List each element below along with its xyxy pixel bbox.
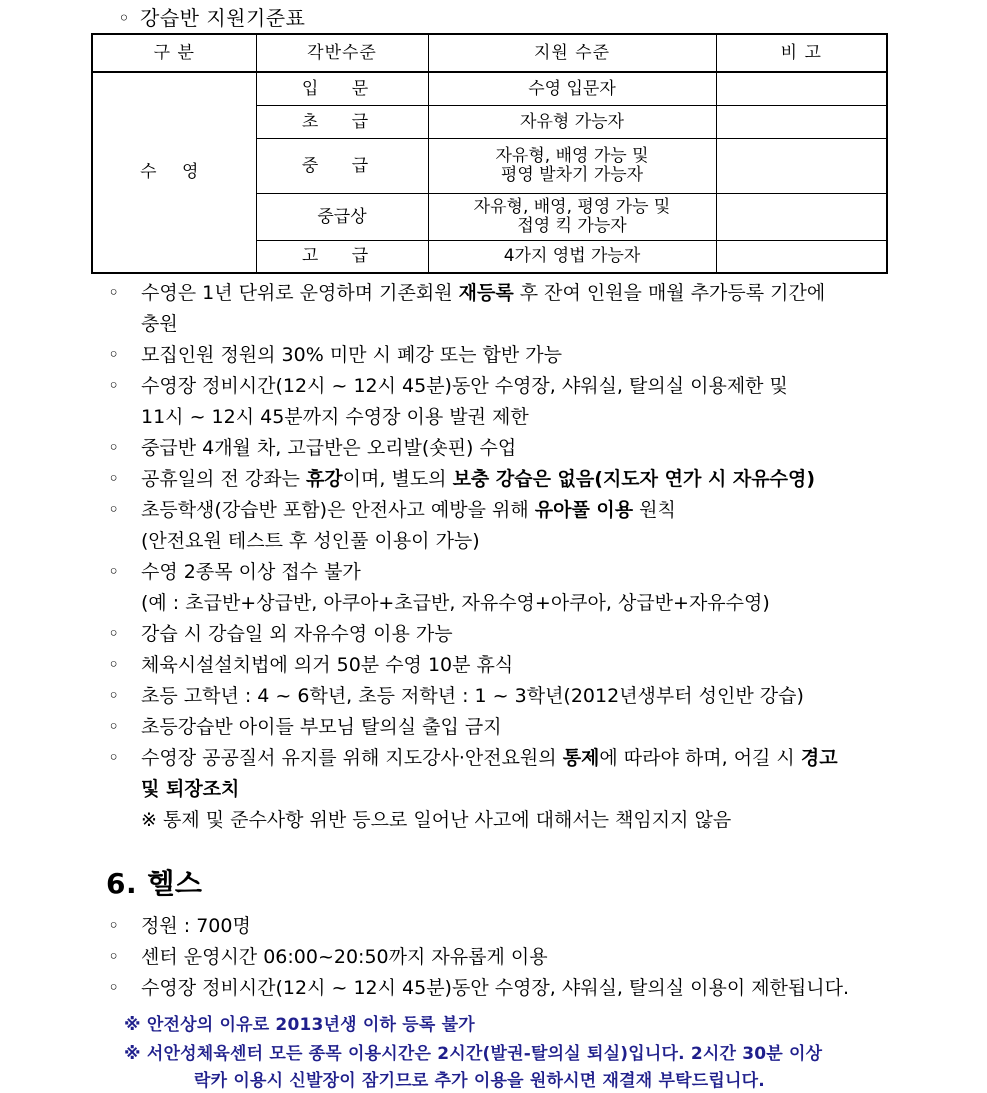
note-item: ◦ 정원 : 700명 xyxy=(108,911,908,942)
remark-cell xyxy=(716,72,887,106)
remark-cell xyxy=(716,139,887,194)
note-item: ◦ 초등학생(강습반 포함)은 안전사고 예방을 위해 유아풀 이용 원칙 (안전요원 테스트 후 성인풀 이용이 가능) xyxy=(108,495,908,557)
support-cell xyxy=(428,139,716,194)
bullet: ◦ xyxy=(108,946,120,968)
section-heading xyxy=(118,2,305,31)
level-cell: 중급상 xyxy=(256,194,428,241)
bullet: ◦ xyxy=(108,623,120,645)
bullet: ◦ xyxy=(108,344,120,366)
header-level: 각반수준 xyxy=(256,34,428,72)
support-cell: 자유형 가능자 xyxy=(428,106,716,139)
bullet: ◦ xyxy=(108,915,120,937)
level-cell: 중 급 xyxy=(256,139,428,194)
level-cell: 초 급 xyxy=(256,106,428,139)
support-standard-table xyxy=(91,33,888,274)
support-line: 자유형, 배영, 평영 가능 및 xyxy=(473,197,671,217)
support-cell xyxy=(428,194,716,241)
note-item: ◦ 초등강습반 아이들 부모님 탈의실 출입 금지 xyxy=(108,712,908,743)
support-line: 평영 발차기 가능자 xyxy=(500,165,644,185)
note-item: ◦ 수영장 정비시간(12시 ~ 12시 45분)동안 수영장, 샤워실, 탈의실 이용제한 및 11시 ~ 12시 45분까지 수영장 이용 발권 제한 xyxy=(108,371,908,433)
bullet: ◦ xyxy=(108,375,120,397)
support-cell: 4가지 영법 가능자 xyxy=(428,241,716,274)
note-item: ◦ 중급반 4개월 차, 고급반은 오리발(숏핀) 수업 xyxy=(108,433,908,464)
note-item: ◦ 초등 고학년 : 4 ~ 6학년, 초등 저학년 : 1 ~ 3학년(2012년생부터 성인반 강습) xyxy=(108,681,908,712)
header-category: 구 분 xyxy=(92,34,256,72)
notice-locker: 락카 이용시 신발장이 잠기므로 추가 이용을 원하시면 재결재 부탁드립니다. xyxy=(194,1071,765,1091)
health-notes-list xyxy=(108,911,908,1004)
bullet: ◦ xyxy=(108,716,120,738)
remark-cell xyxy=(716,194,887,241)
section-title: 강습반 지원기준표 xyxy=(140,6,306,30)
note-item: ◦ 체육시설설치법에 의거 50분 수영 10분 휴식 xyxy=(108,650,908,681)
note-item: ◦ 공휴일의 전 강좌는 휴강이며, 별도의 보충 강습은 없음(지도자 연가 시 자유수영) xyxy=(108,464,908,495)
swim-notes-list xyxy=(108,278,908,836)
table-row xyxy=(92,72,887,106)
bullet: ◦ xyxy=(108,499,120,521)
notice-usage-time: ※ 서안성체육센터 모든 종목 이용시간은 2시간(발권-탈의실 퇴실)입니다. 2시간 30분 이상 xyxy=(124,1044,823,1064)
bullet: ◦ xyxy=(118,6,131,30)
bullet: ◦ xyxy=(108,685,120,707)
bullet: ◦ xyxy=(108,437,120,459)
bullet: ◦ xyxy=(108,977,120,999)
support-line: 자유형, 배영 가능 및 xyxy=(495,146,649,166)
bullet: ◦ xyxy=(108,282,120,304)
note-item: ◦ 수영장 정비시간(12시 ~ 12시 45분)동안 수영장, 샤워실, 탈의실 이용이 제한됩니다. xyxy=(108,973,908,1004)
note-item: ◦ 수영장 공공질서 유지를 위해 지도강사·안전요원의 통제에 따라야 하며, 어길 시 경고 및 퇴장조치 ※ 통제 및 준수사항 위반 등으로 일어난 사고에 대해서는 책임지지 않음 xyxy=(108,743,908,836)
category-cell: 수 영 xyxy=(92,72,256,273)
bullet: ◦ xyxy=(108,561,120,583)
remark-cell xyxy=(716,106,887,139)
bullet: ◦ xyxy=(108,654,120,676)
remark-cell xyxy=(716,241,887,274)
bullet: ◦ xyxy=(108,747,120,769)
bullet: ◦ xyxy=(108,468,120,490)
disclaimer: ※ 통제 및 준수사항 위반 등으로 일어난 사고에 대해서는 책임지지 않음 xyxy=(141,809,732,831)
health-heading: 6. 헬스 xyxy=(106,867,203,900)
header-remark: 비 고 xyxy=(716,34,887,72)
support-line: 접영 킥 가능자 xyxy=(517,216,627,236)
note-item: ◦ 수영은 1년 단위로 운영하며 기존회원 재등록 후 잔여 인원을 매월 추가등록 기간에 충원 xyxy=(108,278,908,340)
note-item: ◦ 모집인원 정원의 30% 미만 시 폐강 또는 합반 가능 xyxy=(108,340,908,371)
notice-age-limit: ※ 안전상의 이유로 2013년생 이하 등록 불가 xyxy=(124,1015,475,1035)
note-item: ◦ 센터 운영시간 06:00~20:50까지 자유롭게 이용 xyxy=(108,942,908,973)
level-cell: 고 급 xyxy=(256,241,428,274)
note-item: ◦ 수영 2종목 이상 접수 불가 (예 : 초급반+상급반, 아쿠아+초급반, 자유수영+아쿠아, 상급반+자유수영) xyxy=(108,557,908,619)
header-support: 지원 수준 xyxy=(428,34,716,72)
level-cell: 입 문 xyxy=(256,72,428,106)
support-cell: 수영 입문자 xyxy=(428,72,716,106)
note-item: ◦ 강습 시 강습일 외 자유수영 이용 가능 xyxy=(108,619,908,650)
